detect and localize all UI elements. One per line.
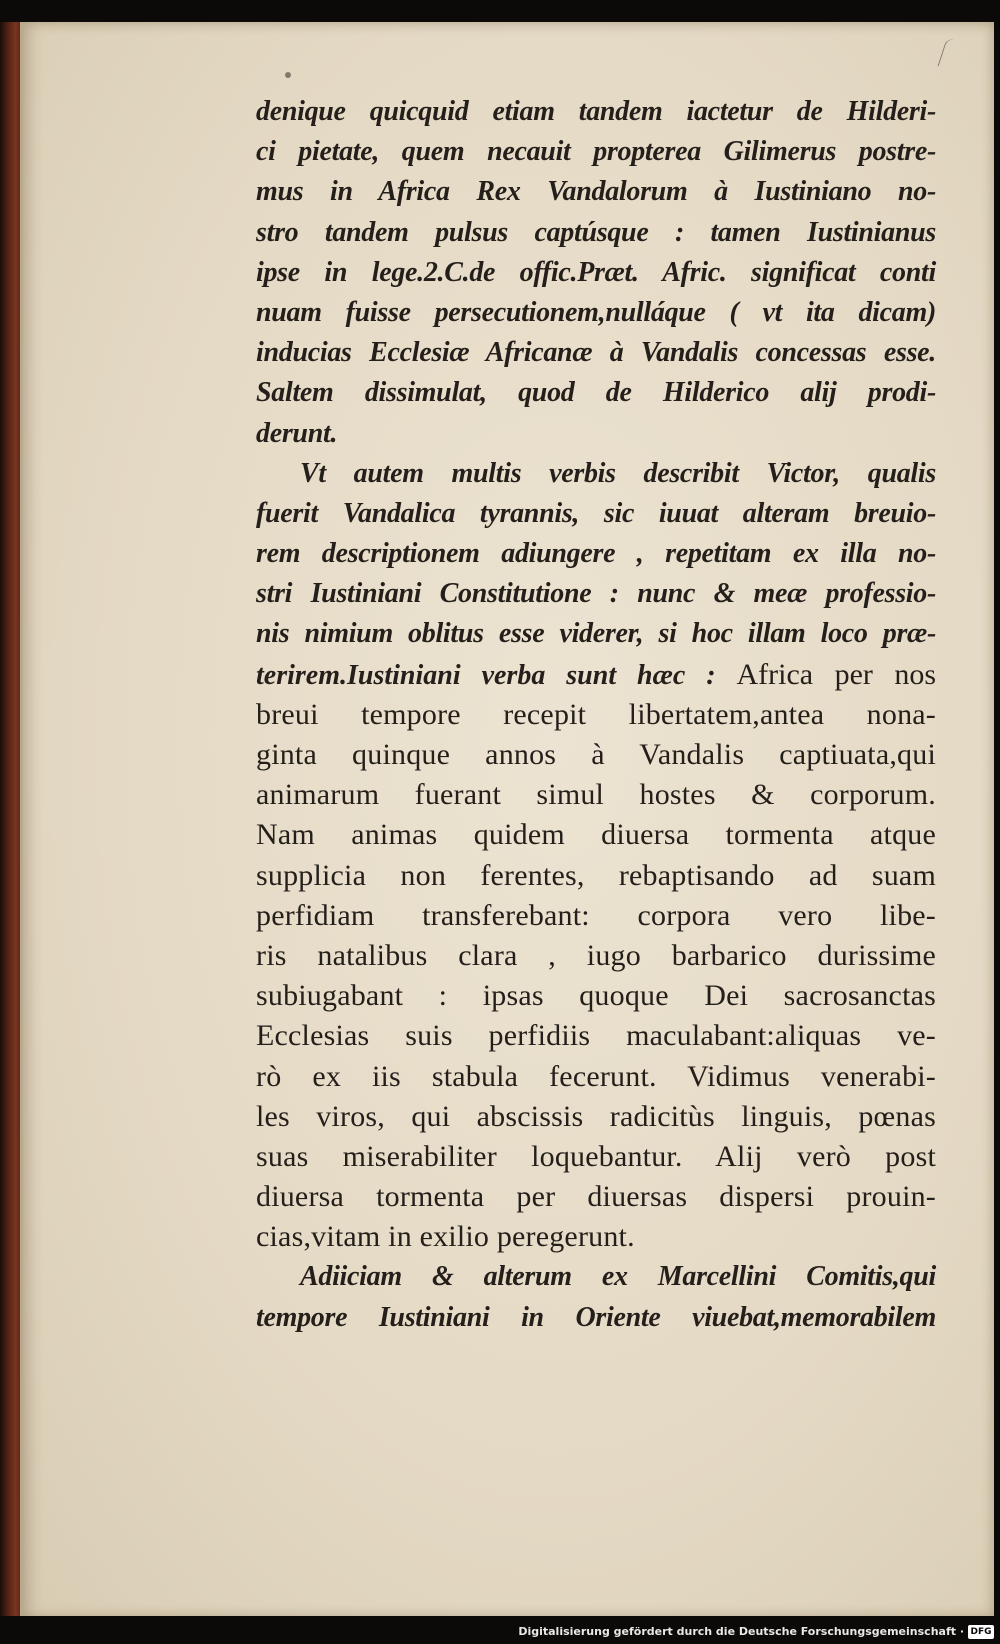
footer-credit: Digitalisierung gefördert durch die Deutsche Forschungsgemeinschaft · [518, 1625, 964, 1638]
text-line: Nam animas quidem diuersa tormenta atque [256, 818, 936, 852]
ink-dot [285, 72, 291, 78]
page-corner-mark [938, 37, 955, 68]
text-segment-italic: terirem.Iustiniani verba sunt hæc : [256, 659, 737, 691]
text-line: Vt autem multis verbis describit Victor, qualis [300, 457, 936, 489]
text-line: diuersa tormenta per diuersas dispersi prouin- [256, 1180, 936, 1214]
text-line: Ecclesias suis perfidiis maculabant:aliquas ve- [256, 1019, 936, 1053]
page-text [256, 92, 936, 1338]
text-line: ci pietate, quem necauit propterea Gilimerus postre- [256, 136, 936, 168]
text-line: tempore Iustiniani in Oriente viuebat,memorabilem [256, 1301, 936, 1333]
text-line: rò ex iis stabula fecerunt. Vidimus venerabi- [256, 1059, 936, 1093]
footer-bar [0, 1616, 1000, 1644]
text-line: supplicia non ferentes, rebaptisando ad suam [256, 858, 936, 892]
text-line: les viros, qui abscissis radicitùs linguis, pœnas [256, 1099, 936, 1133]
text-line: breui tempore recepit libertatem,antea nona- [256, 697, 936, 731]
text-line: Saltem dissimulat, quod de Hilderico alij prodi- [256, 377, 936, 409]
text-line: nuam fuisse persecutionem,nulláque ( vt ita dicam) [256, 296, 936, 328]
text-line: cias,vitam in exilio peregerunt. [256, 1220, 635, 1254]
dfg-logo: DFG [968, 1625, 994, 1639]
text-line: mus in Africa Rex Vandalorum à Iustiniano no- [256, 176, 936, 208]
text-line: rem descriptionem adiungere , repetitam ex illa no- [256, 538, 936, 570]
text-line: denique quicquid etiam tandem iactetur de Hilderi- [256, 96, 936, 127]
text-line: ris natalibus clara , iugo barbarico durissime [256, 938, 936, 972]
text-line: perfidiam transferebant: corpora vero libe- [256, 898, 936, 932]
text-line: ipse in lege.2.C.de offic.Præt. Afric. significat conti [256, 256, 936, 288]
text-segment-roman: Africa per nos [736, 657, 936, 691]
text-line: animarum fuerant simul hostes & corporum. [256, 778, 936, 812]
text-line: Adiiciam & alterum ex Marcellini Comitis,qui [300, 1261, 936, 1293]
text-line: suas miserabiliter loquebantur. Alij verò post [256, 1139, 936, 1173]
text-line: ginta quinque annos à Vandalis captiuata,qui [256, 738, 936, 771]
text-line: nis nimium oblitus esse viderer, si hoc illam loco præ- [256, 618, 936, 650]
text-line: subiugabant : ipsas quoque Dei sacrosanctas [256, 979, 936, 1013]
text-line: stri Iustiniani Constitutione : nunc & meæ professio- [256, 578, 936, 610]
text-line: fuerit Vandalica tyrannis, sic iuuat alteram breuio- [256, 497, 936, 529]
text-line: inducias Ecclesiæ Africanæ à Vandalis concessas esse. [256, 337, 936, 369]
text-line [256, 655, 936, 695]
text-line: stro tandem pulsus captúsque : tamen Iustinianus [256, 216, 936, 248]
text-line: derunt. [256, 417, 338, 449]
